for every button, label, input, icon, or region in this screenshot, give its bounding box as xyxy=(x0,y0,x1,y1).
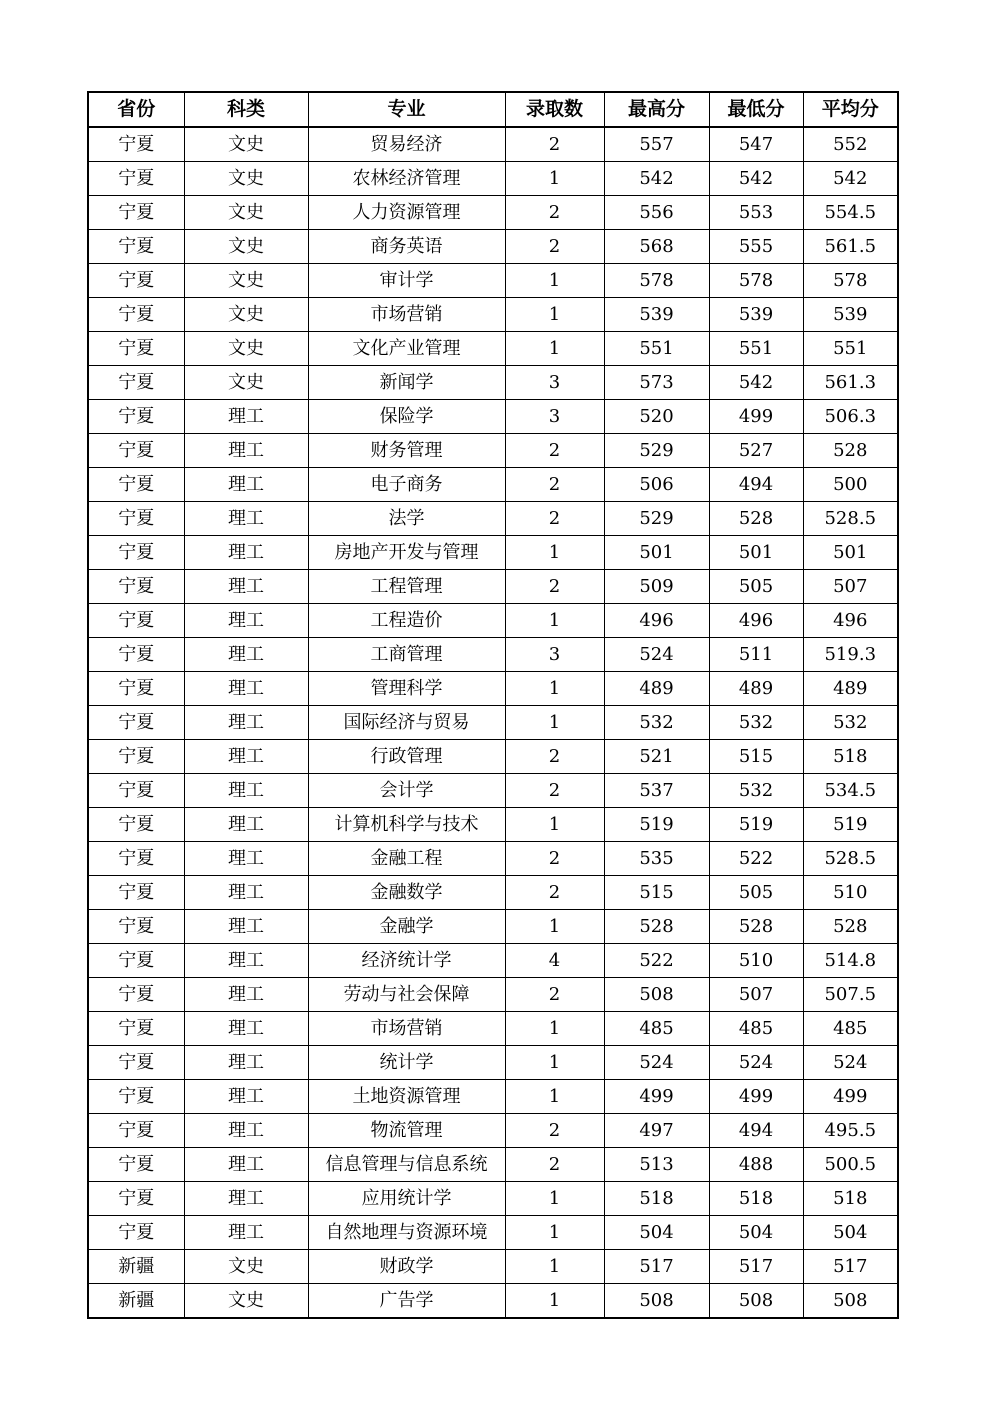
table-row xyxy=(88,400,898,434)
cell-major: 行政管理 xyxy=(308,740,505,774)
cell-min-score: 542 xyxy=(709,162,803,196)
cell-category: 理工 xyxy=(184,876,308,910)
table-row xyxy=(88,1250,898,1284)
cell-max-score: 524 xyxy=(604,638,709,672)
header-max-score: 最高分 xyxy=(604,92,709,127)
cell-admitted-count: 2 xyxy=(505,774,604,808)
cell-avg-score: 528.5 xyxy=(803,842,898,876)
cell-admitted-count: 1 xyxy=(505,162,604,196)
cell-admitted-count: 1 xyxy=(505,1080,604,1114)
header-category: 科类 xyxy=(184,92,308,127)
cell-min-score: 494 xyxy=(709,1114,803,1148)
header-province: 省份 xyxy=(88,92,184,127)
cell-category: 理工 xyxy=(184,468,308,502)
table-row xyxy=(88,1216,898,1250)
cell-admitted-count: 1 xyxy=(505,264,604,298)
cell-major: 计算机科学与技术 xyxy=(308,808,505,842)
cell-major: 法学 xyxy=(308,502,505,536)
cell-min-score: 519 xyxy=(709,808,803,842)
cell-max-score: 551 xyxy=(604,332,709,366)
cell-min-score: 488 xyxy=(709,1148,803,1182)
cell-admitted-count: 1 xyxy=(505,1250,604,1284)
table-row xyxy=(88,876,898,910)
cell-province: 宁夏 xyxy=(88,876,184,910)
cell-max-score: 518 xyxy=(604,1182,709,1216)
cell-admitted-count: 3 xyxy=(505,366,604,400)
table-row xyxy=(88,1114,898,1148)
header-avg-score: 平均分 xyxy=(803,92,898,127)
cell-province: 宁夏 xyxy=(88,502,184,536)
cell-avg-score: 485 xyxy=(803,1012,898,1046)
cell-min-score: 511 xyxy=(709,638,803,672)
cell-category: 理工 xyxy=(184,1182,308,1216)
cell-province: 宁夏 xyxy=(88,672,184,706)
cell-admitted-count: 1 xyxy=(505,1046,604,1080)
cell-avg-score: 489 xyxy=(803,672,898,706)
cell-major: 贸易经济 xyxy=(308,127,505,162)
cell-category: 理工 xyxy=(184,434,308,468)
cell-category: 理工 xyxy=(184,1080,308,1114)
cell-avg-score: 501 xyxy=(803,536,898,570)
cell-province: 宁夏 xyxy=(88,127,184,162)
cell-avg-score: 495.5 xyxy=(803,1114,898,1148)
table-row xyxy=(88,604,898,638)
cell-major: 新闻学 xyxy=(308,366,505,400)
cell-min-score: 522 xyxy=(709,842,803,876)
table-row xyxy=(88,196,898,230)
cell-major: 土地资源管理 xyxy=(308,1080,505,1114)
cell-max-score: 537 xyxy=(604,774,709,808)
cell-max-score: 529 xyxy=(604,502,709,536)
cell-max-score: 520 xyxy=(604,400,709,434)
cell-avg-score: 561.3 xyxy=(803,366,898,400)
table-row xyxy=(88,638,898,672)
cell-major: 物流管理 xyxy=(308,1114,505,1148)
cell-major: 自然地理与资源环境 xyxy=(308,1216,505,1250)
cell-min-score: 547 xyxy=(709,127,803,162)
table-row xyxy=(88,672,898,706)
cell-major: 商务英语 xyxy=(308,230,505,264)
cell-major: 农林经济管理 xyxy=(308,162,505,196)
cell-min-score: 542 xyxy=(709,366,803,400)
cell-major: 市场营销 xyxy=(308,1012,505,1046)
cell-admitted-count: 1 xyxy=(505,536,604,570)
table-row xyxy=(88,366,898,400)
cell-max-score: 506 xyxy=(604,468,709,502)
cell-max-score: 524 xyxy=(604,1046,709,1080)
cell-category: 理工 xyxy=(184,1012,308,1046)
cell-category: 文史 xyxy=(184,230,308,264)
cell-province: 宁夏 xyxy=(88,400,184,434)
cell-max-score: 496 xyxy=(604,604,709,638)
cell-admitted-count: 2 xyxy=(505,978,604,1012)
cell-max-score: 513 xyxy=(604,1148,709,1182)
cell-min-score: 532 xyxy=(709,706,803,740)
cell-province: 宁夏 xyxy=(88,842,184,876)
cell-major: 应用统计学 xyxy=(308,1182,505,1216)
cell-category: 理工 xyxy=(184,774,308,808)
cell-avg-score: 542 xyxy=(803,162,898,196)
cell-category: 理工 xyxy=(184,536,308,570)
cell-admitted-count: 1 xyxy=(505,1284,604,1319)
table-row xyxy=(88,978,898,1012)
cell-avg-score: 519.3 xyxy=(803,638,898,672)
cell-category: 理工 xyxy=(184,910,308,944)
cell-province: 宁夏 xyxy=(88,1012,184,1046)
cell-min-score: 524 xyxy=(709,1046,803,1080)
cell-max-score: 535 xyxy=(604,842,709,876)
cell-avg-score: 552 xyxy=(803,127,898,162)
cell-max-score: 519 xyxy=(604,808,709,842)
cell-province: 宁夏 xyxy=(88,264,184,298)
cell-max-score: 509 xyxy=(604,570,709,604)
cell-avg-score: 578 xyxy=(803,264,898,298)
table-row xyxy=(88,1182,898,1216)
cell-major: 工程造价 xyxy=(308,604,505,638)
cell-major: 信息管理与信息系统 xyxy=(308,1148,505,1182)
cell-category: 理工 xyxy=(184,502,308,536)
cell-admitted-count: 1 xyxy=(505,706,604,740)
cell-avg-score: 504 xyxy=(803,1216,898,1250)
cell-max-score: 517 xyxy=(604,1250,709,1284)
cell-min-score: 551 xyxy=(709,332,803,366)
cell-major: 人力资源管理 xyxy=(308,196,505,230)
cell-category: 理工 xyxy=(184,672,308,706)
cell-min-score: 532 xyxy=(709,774,803,808)
cell-avg-score: 510 xyxy=(803,876,898,910)
cell-admitted-count: 1 xyxy=(505,910,604,944)
cell-min-score: 499 xyxy=(709,1080,803,1114)
table-row xyxy=(88,706,898,740)
cell-avg-score: 500.5 xyxy=(803,1148,898,1182)
cell-min-score: 515 xyxy=(709,740,803,774)
cell-category: 文史 xyxy=(184,127,308,162)
cell-major: 管理科学 xyxy=(308,672,505,706)
header-min-score: 最低分 xyxy=(709,92,803,127)
cell-category: 理工 xyxy=(184,400,308,434)
cell-min-score: 528 xyxy=(709,910,803,944)
table-header xyxy=(88,92,898,127)
cell-admitted-count: 3 xyxy=(505,638,604,672)
table-row xyxy=(88,1148,898,1182)
cell-avg-score: 551 xyxy=(803,332,898,366)
admission-scores-table xyxy=(87,91,899,1319)
cell-admitted-count: 1 xyxy=(505,1216,604,1250)
cell-max-score: 485 xyxy=(604,1012,709,1046)
cell-category: 理工 xyxy=(184,808,308,842)
table-row xyxy=(88,808,898,842)
table-row xyxy=(88,162,898,196)
cell-province: 宁夏 xyxy=(88,366,184,400)
cell-min-score: 508 xyxy=(709,1284,803,1319)
table-row xyxy=(88,740,898,774)
cell-avg-score: 534.5 xyxy=(803,774,898,808)
header-row xyxy=(88,92,898,127)
table-row xyxy=(88,1012,898,1046)
cell-min-score: 485 xyxy=(709,1012,803,1046)
cell-min-score: 528 xyxy=(709,502,803,536)
cell-major: 统计学 xyxy=(308,1046,505,1080)
cell-category: 理工 xyxy=(184,1148,308,1182)
cell-max-score: 501 xyxy=(604,536,709,570)
cell-min-score: 494 xyxy=(709,468,803,502)
cell-admitted-count: 2 xyxy=(505,1114,604,1148)
cell-avg-score: 508 xyxy=(803,1284,898,1319)
cell-avg-score: 514.8 xyxy=(803,944,898,978)
table-row xyxy=(88,264,898,298)
cell-admitted-count: 2 xyxy=(505,468,604,502)
cell-province: 宁夏 xyxy=(88,910,184,944)
cell-max-score: 497 xyxy=(604,1114,709,1148)
cell-min-score: 496 xyxy=(709,604,803,638)
cell-category: 文史 xyxy=(184,1284,308,1319)
cell-admitted-count: 2 xyxy=(505,434,604,468)
cell-avg-score: 517 xyxy=(803,1250,898,1284)
cell-province: 宁夏 xyxy=(88,638,184,672)
cell-avg-score: 539 xyxy=(803,298,898,332)
cell-major: 国际经济与贸易 xyxy=(308,706,505,740)
cell-max-score: 504 xyxy=(604,1216,709,1250)
cell-major: 工商管理 xyxy=(308,638,505,672)
cell-avg-score: 506.3 xyxy=(803,400,898,434)
cell-major: 会计学 xyxy=(308,774,505,808)
cell-min-score: 504 xyxy=(709,1216,803,1250)
cell-category: 理工 xyxy=(184,1114,308,1148)
cell-avg-score: 528 xyxy=(803,910,898,944)
cell-avg-score: 532 xyxy=(803,706,898,740)
table-row xyxy=(88,1046,898,1080)
table-row xyxy=(88,842,898,876)
cell-major: 工程管理 xyxy=(308,570,505,604)
cell-province: 宁夏 xyxy=(88,808,184,842)
cell-major: 金融学 xyxy=(308,910,505,944)
header-major: 专业 xyxy=(308,92,505,127)
cell-province: 新疆 xyxy=(88,1284,184,1319)
cell-min-score: 578 xyxy=(709,264,803,298)
cell-max-score: 499 xyxy=(604,1080,709,1114)
header-admitted-count: 录取数 xyxy=(505,92,604,127)
cell-max-score: 489 xyxy=(604,672,709,706)
cell-major: 财务管理 xyxy=(308,434,505,468)
table-row xyxy=(88,298,898,332)
cell-category: 理工 xyxy=(184,1216,308,1250)
cell-province: 宁夏 xyxy=(88,1080,184,1114)
cell-min-score: 510 xyxy=(709,944,803,978)
cell-max-score: 557 xyxy=(604,127,709,162)
cell-major: 金融工程 xyxy=(308,842,505,876)
cell-major: 电子商务 xyxy=(308,468,505,502)
cell-admitted-count: 2 xyxy=(505,502,604,536)
cell-avg-score: 518 xyxy=(803,1182,898,1216)
cell-province: 宁夏 xyxy=(88,1216,184,1250)
cell-category: 理工 xyxy=(184,978,308,1012)
cell-min-score: 505 xyxy=(709,570,803,604)
cell-category: 理工 xyxy=(184,638,308,672)
cell-avg-score: 496 xyxy=(803,604,898,638)
cell-province: 宁夏 xyxy=(88,944,184,978)
cell-admitted-count: 1 xyxy=(505,808,604,842)
cell-admitted-count: 1 xyxy=(505,672,604,706)
cell-category: 理工 xyxy=(184,1046,308,1080)
table-row xyxy=(88,910,898,944)
cell-admitted-count: 2 xyxy=(505,740,604,774)
cell-province: 宁夏 xyxy=(88,774,184,808)
table-row xyxy=(88,1284,898,1319)
table-row xyxy=(88,332,898,366)
cell-admitted-count: 2 xyxy=(505,127,604,162)
cell-max-score: 528 xyxy=(604,910,709,944)
cell-province: 宁夏 xyxy=(88,230,184,264)
cell-avg-score: 519 xyxy=(803,808,898,842)
cell-admitted-count: 4 xyxy=(505,944,604,978)
cell-min-score: 489 xyxy=(709,672,803,706)
cell-province: 宁夏 xyxy=(88,1182,184,1216)
cell-avg-score: 500 xyxy=(803,468,898,502)
cell-major: 文化产业管理 xyxy=(308,332,505,366)
table-row xyxy=(88,434,898,468)
table-row xyxy=(88,570,898,604)
cell-max-score: 542 xyxy=(604,162,709,196)
cell-province: 宁夏 xyxy=(88,434,184,468)
cell-province: 宁夏 xyxy=(88,1114,184,1148)
cell-category: 文史 xyxy=(184,332,308,366)
cell-avg-score: 528.5 xyxy=(803,502,898,536)
cell-max-score: 529 xyxy=(604,434,709,468)
cell-admitted-count: 1 xyxy=(505,1012,604,1046)
cell-avg-score: 507.5 xyxy=(803,978,898,1012)
cell-category: 理工 xyxy=(184,604,308,638)
cell-major: 经济统计学 xyxy=(308,944,505,978)
cell-province: 宁夏 xyxy=(88,162,184,196)
cell-max-score: 539 xyxy=(604,298,709,332)
cell-min-score: 527 xyxy=(709,434,803,468)
cell-province: 宁夏 xyxy=(88,536,184,570)
cell-province: 宁夏 xyxy=(88,298,184,332)
cell-admitted-count: 1 xyxy=(505,1182,604,1216)
cell-major: 金融数学 xyxy=(308,876,505,910)
cell-admitted-count: 1 xyxy=(505,604,604,638)
cell-category: 文史 xyxy=(184,162,308,196)
cell-max-score: 532 xyxy=(604,706,709,740)
cell-major: 房地产开发与管理 xyxy=(308,536,505,570)
cell-admitted-count: 2 xyxy=(505,876,604,910)
cell-category: 理工 xyxy=(184,740,308,774)
cell-province: 宁夏 xyxy=(88,604,184,638)
cell-category: 理工 xyxy=(184,570,308,604)
cell-admitted-count: 1 xyxy=(505,332,604,366)
cell-max-score: 573 xyxy=(604,366,709,400)
cell-admitted-count: 2 xyxy=(505,230,604,264)
table-row xyxy=(88,127,898,162)
cell-max-score: 522 xyxy=(604,944,709,978)
cell-major: 广告学 xyxy=(308,1284,505,1319)
cell-avg-score: 554.5 xyxy=(803,196,898,230)
cell-max-score: 568 xyxy=(604,230,709,264)
cell-max-score: 578 xyxy=(604,264,709,298)
cell-max-score: 508 xyxy=(604,978,709,1012)
cell-min-score: 539 xyxy=(709,298,803,332)
cell-category: 理工 xyxy=(184,842,308,876)
cell-major: 财政学 xyxy=(308,1250,505,1284)
cell-min-score: 555 xyxy=(709,230,803,264)
cell-avg-score: 507 xyxy=(803,570,898,604)
cell-max-score: 556 xyxy=(604,196,709,230)
cell-avg-score: 524 xyxy=(803,1046,898,1080)
cell-avg-score: 518 xyxy=(803,740,898,774)
cell-min-score: 501 xyxy=(709,536,803,570)
cell-province: 宁夏 xyxy=(88,706,184,740)
cell-major: 劳动与社会保障 xyxy=(308,978,505,1012)
table-row xyxy=(88,536,898,570)
cell-province: 宁夏 xyxy=(88,978,184,1012)
cell-major: 保险学 xyxy=(308,400,505,434)
cell-min-score: 517 xyxy=(709,1250,803,1284)
cell-max-score: 508 xyxy=(604,1284,709,1319)
table-row xyxy=(88,1080,898,1114)
cell-admitted-count: 1 xyxy=(505,298,604,332)
cell-province: 宁夏 xyxy=(88,1046,184,1080)
table-row xyxy=(88,230,898,264)
cell-major: 市场营销 xyxy=(308,298,505,332)
cell-category: 文史 xyxy=(184,196,308,230)
cell-category: 文史 xyxy=(184,298,308,332)
table-row xyxy=(88,774,898,808)
table-row xyxy=(88,502,898,536)
cell-min-score: 499 xyxy=(709,400,803,434)
cell-province: 宁夏 xyxy=(88,468,184,502)
cell-category: 理工 xyxy=(184,944,308,978)
cell-category: 理工 xyxy=(184,706,308,740)
cell-avg-score: 528 xyxy=(803,434,898,468)
cell-avg-score: 561.5 xyxy=(803,230,898,264)
cell-min-score: 518 xyxy=(709,1182,803,1216)
cell-min-score: 553 xyxy=(709,196,803,230)
cell-max-score: 521 xyxy=(604,740,709,774)
cell-major: 审计学 xyxy=(308,264,505,298)
cell-admitted-count: 3 xyxy=(505,400,604,434)
cell-category: 文史 xyxy=(184,264,308,298)
cell-admitted-count: 2 xyxy=(505,842,604,876)
cell-min-score: 507 xyxy=(709,978,803,1012)
cell-max-score: 515 xyxy=(604,876,709,910)
cell-category: 文史 xyxy=(184,1250,308,1284)
cell-province: 宁夏 xyxy=(88,740,184,774)
cell-category: 文史 xyxy=(184,366,308,400)
cell-province: 宁夏 xyxy=(88,570,184,604)
cell-province: 宁夏 xyxy=(88,332,184,366)
cell-admitted-count: 2 xyxy=(505,196,604,230)
table-body xyxy=(88,127,898,1318)
cell-province: 宁夏 xyxy=(88,196,184,230)
cell-province: 宁夏 xyxy=(88,1148,184,1182)
cell-admitted-count: 2 xyxy=(505,1148,604,1182)
cell-admitted-count: 2 xyxy=(505,570,604,604)
cell-min-score: 505 xyxy=(709,876,803,910)
cell-avg-score: 499 xyxy=(803,1080,898,1114)
table-row xyxy=(88,944,898,978)
table-row xyxy=(88,468,898,502)
cell-province: 新疆 xyxy=(88,1250,184,1284)
